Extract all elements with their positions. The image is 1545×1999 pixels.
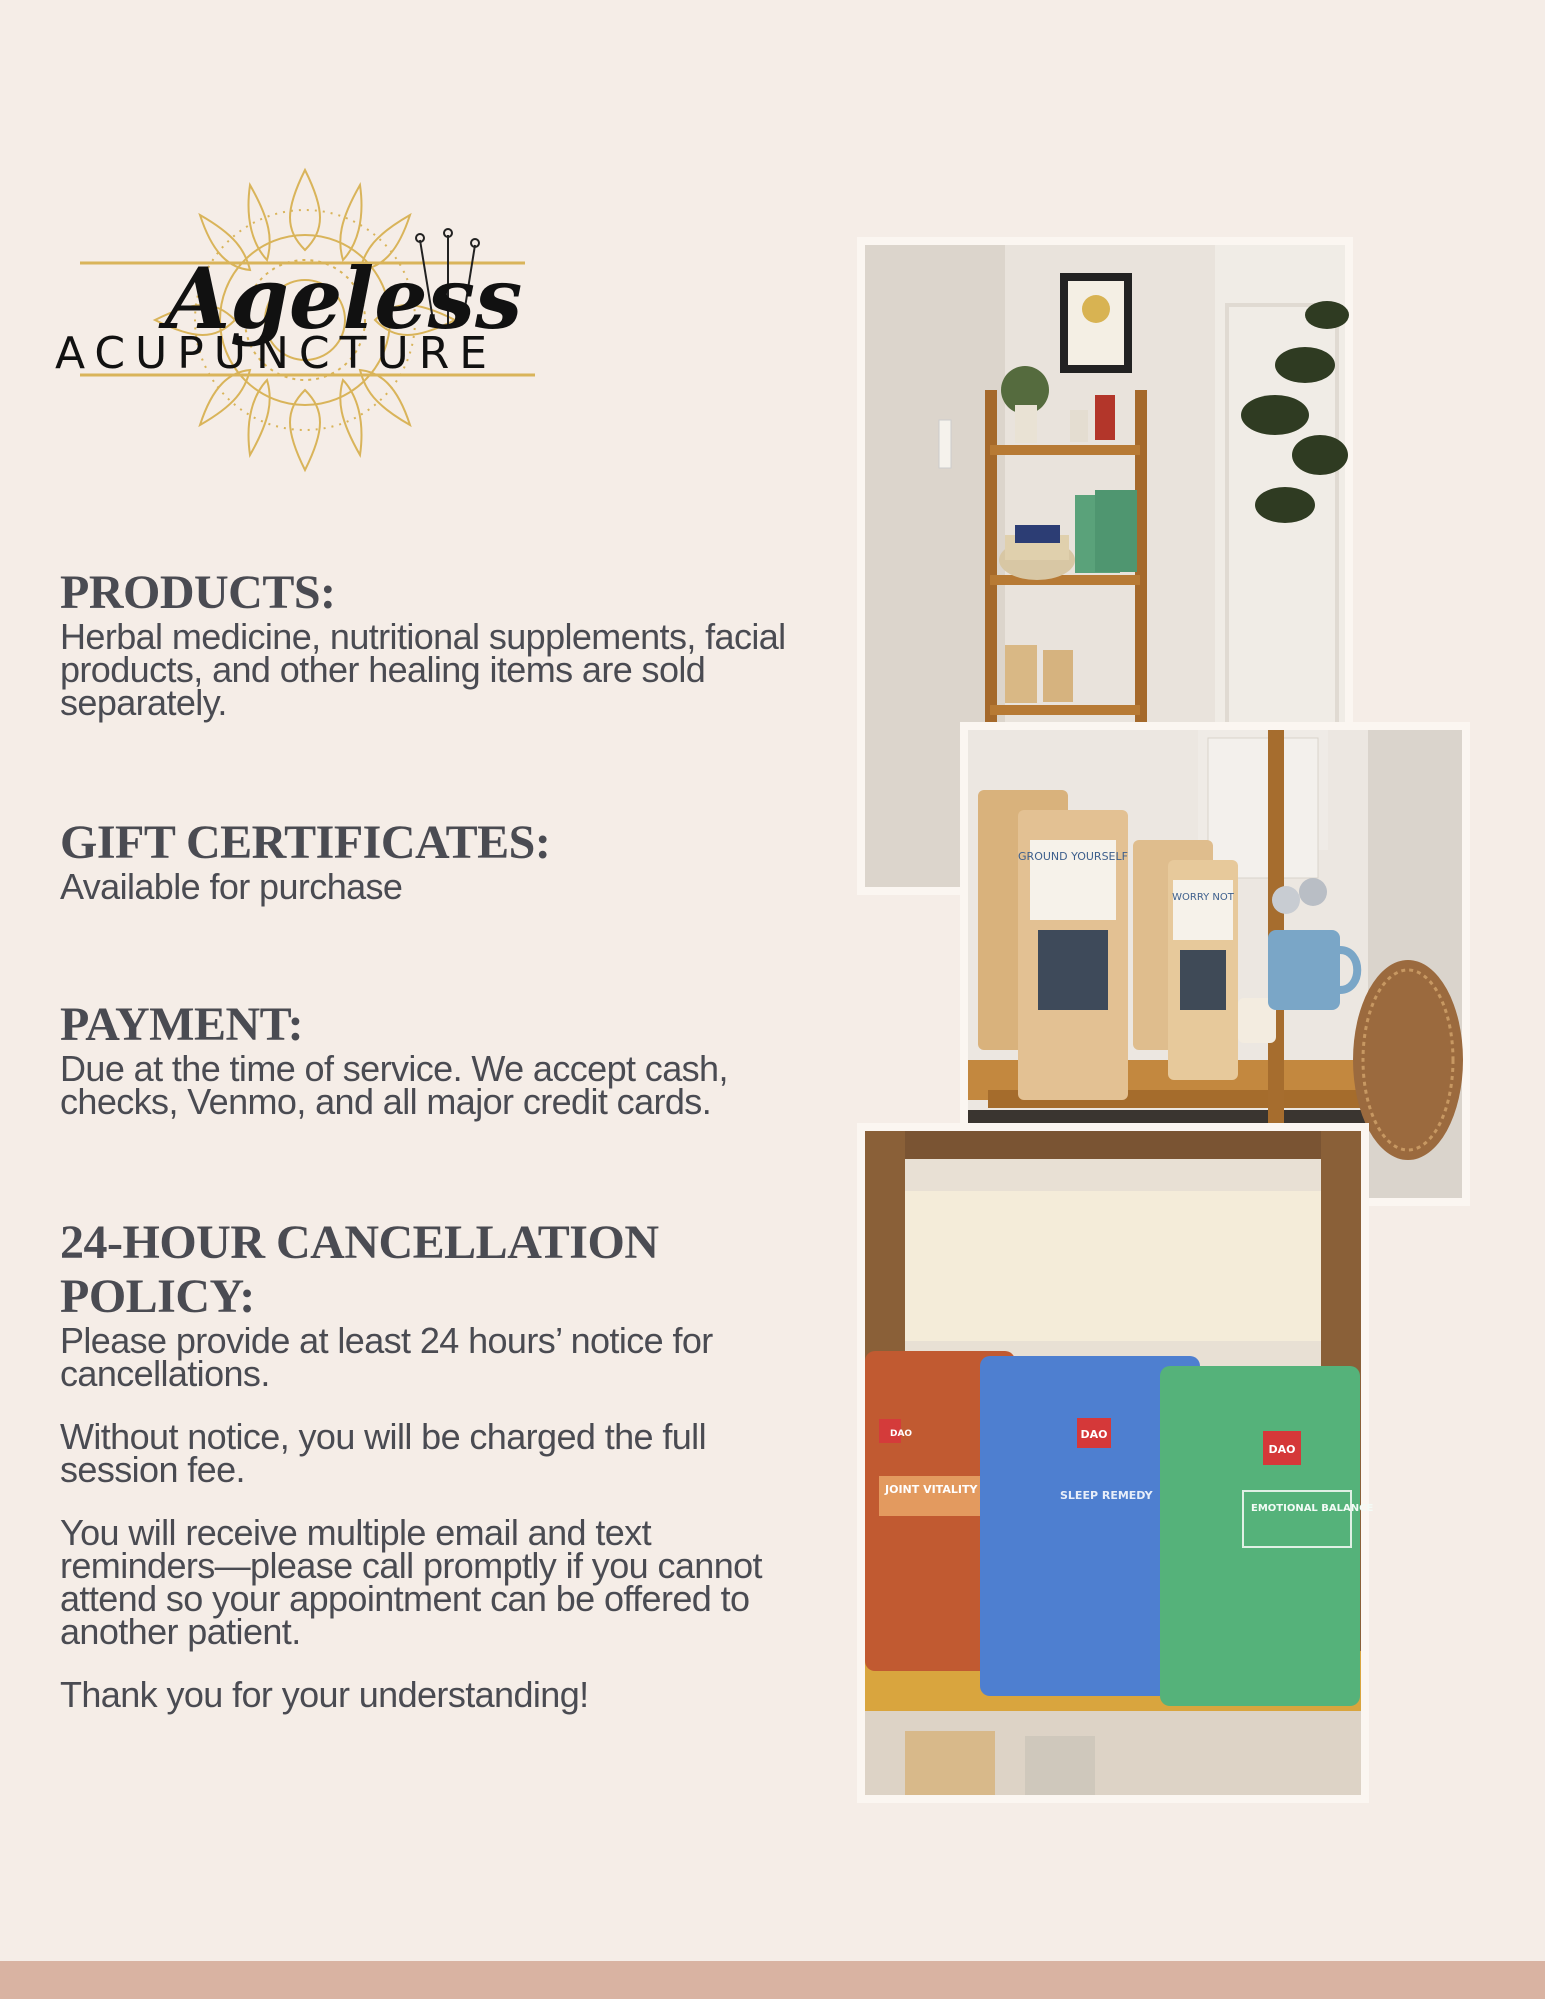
cancellation-text-notice: Please provide at least 24 hours’ notice for cancellations. <box>60 1320 713 1394</box>
payment-text: Due at the time of service. We accept cash, checks, Venmo, and all major credit cards. <box>60 1048 728 1122</box>
cancellation-text-thanks: Thank you for your understanding! <box>60 1674 589 1715</box>
dao-brand-label-blue: DAO <box>1080 1428 1108 1441</box>
cancellation-heading: 24-HOUR CANCELLATION POLICY: <box>60 1216 659 1323</box>
photo-dao-bags <box>857 1123 1374 1803</box>
cancellation-section <box>60 1216 780 1715</box>
dao-brand-label-green: DAO <box>1268 1443 1296 1456</box>
products-section <box>60 566 800 723</box>
ageless-acupuncture-logo <box>55 150 555 490</box>
products-text: Herbal medicine, nutritional supplements, facial products, and other healing items are sold separately. <box>60 616 786 723</box>
mandala-logo-icon <box>55 150 555 490</box>
dao-bags-image-icon <box>865 1131 1374 1795</box>
cancellation-text-reminders: You will receive multiple email and text reminders—please call promptly if you cannot attend so your appointment can be offered to another patient. <box>60 1512 762 1652</box>
gift-certificates-section <box>60 816 800 907</box>
logo-wordmark: ACUPUNCTURE <box>55 328 498 379</box>
ground-yourself-label: GROUND YOURSELF <box>1018 850 1128 863</box>
gift-certificates-text: Available for purchase <box>60 866 403 907</box>
logo-script-text: Ageless <box>165 249 523 348</box>
emotional-balance-label: EMOTIONAL BALANCE <box>1251 1503 1374 1514</box>
joint-vitality-label: JOINT VITALITY <box>885 1483 978 1496</box>
products-heading: PRODUCTS: <box>60 566 336 619</box>
footer-bar <box>0 1961 1545 1999</box>
cancellation-text-fee: Without notice, you will be charged the full session fee. <box>60 1416 706 1490</box>
gift-certificates-heading: GIFT CERTIFICATES: <box>60 816 551 869</box>
dao-brand-label-orange: DAO <box>890 1429 913 1439</box>
payment-section <box>60 998 800 1122</box>
payment-heading: PAYMENT: <box>60 998 304 1051</box>
worry-not-label: WORRY NOT <box>1172 892 1234 903</box>
sleep-remedy-label: SLEEP REMEDY <box>1060 1489 1153 1502</box>
